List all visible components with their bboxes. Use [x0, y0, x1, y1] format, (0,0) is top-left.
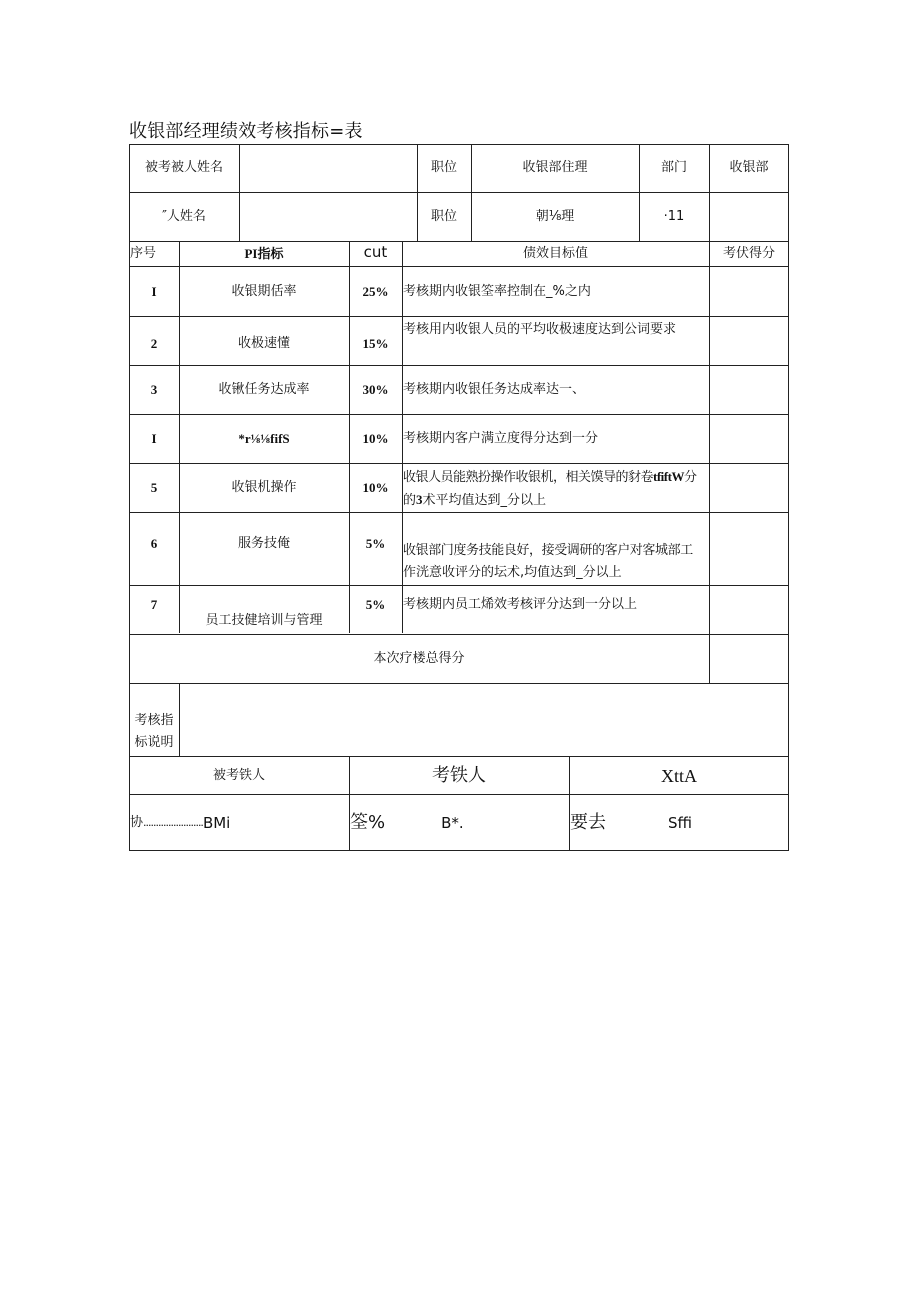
- examinee-signature-label: 被考铁人: [212, 767, 265, 783]
- table-row-score[interactable]: [709, 415, 789, 463]
- kpi-form-table: [129, 144, 789, 851]
- examiner-sign-text: B*.: [441, 813, 464, 832]
- target-text-end: 分: [683, 470, 697, 485]
- target-text: 术平均值达到_分以上: [422, 493, 547, 508]
- table-row-target: 考核期内客户满立度得分达到一分: [403, 431, 599, 446]
- target-text-bold: tfiftW: [653, 469, 684, 484]
- table-row-score[interactable]: [709, 366, 789, 414]
- total-score-label: 本次疗楼总得分: [373, 651, 465, 666]
- table-row-seq: 5: [150, 480, 158, 495]
- total-score-value[interactable]: [709, 635, 789, 683]
- examiner-position-label: 职位: [430, 209, 457, 224]
- examinee-name-label: 被考被人姓名: [144, 160, 223, 175]
- department-label: 部门: [660, 160, 687, 175]
- table-row-weight: 5%: [365, 597, 386, 612]
- table-row-seq: I: [151, 431, 157, 446]
- table-row-seq: 2: [150, 336, 158, 351]
- notes-label-line-2: 标说明: [134, 735, 174, 750]
- table-row-kpi: 收银期佸率: [231, 283, 297, 299]
- notes-label-line-1: 考核指: [134, 713, 174, 728]
- column-header-seq: 序号: [130, 246, 157, 261]
- target-text: 的: [403, 493, 417, 508]
- examiner-name-value[interactable]: [239, 193, 417, 241]
- examiner-name-label: ″人姓名: [162, 209, 206, 224]
- table-row-kpi: 员工技健培训与管理: [205, 613, 323, 628]
- examinee-sign-dots: ........................: [143, 815, 203, 829]
- table-row-target: [403, 540, 709, 585]
- table-row-weight: 30%: [362, 382, 389, 397]
- table-row-weight: 5%: [365, 536, 386, 551]
- table-row-kpi: 收极速懂: [237, 336, 290, 351]
- table-row-seq: 6: [150, 536, 158, 551]
- table-row-target: [403, 466, 709, 512]
- notes-label: [129, 684, 179, 756]
- table-row-score[interactable]: [709, 317, 789, 365]
- column-header-score: 考伏得分: [722, 246, 775, 261]
- third-sign-text: Sffi: [668, 813, 693, 832]
- examiner-sign-prefix: 筌%: [350, 811, 386, 833]
- department-value[interactable]: 收银部: [729, 160, 769, 175]
- table-row-kpi: 收锹任务达成率: [218, 382, 310, 397]
- examiner-dept-label: ·11: [663, 209, 685, 224]
- examiner-signature-label: 考铁人: [432, 764, 486, 786]
- table-row-kpi: 服务技俺: [237, 536, 290, 551]
- target-line-2: [403, 489, 546, 512]
- target-line-1: 收银部门度务技能良好，接受调研的客户对客城部工: [403, 543, 693, 558]
- examinee-signature[interactable]: [130, 795, 349, 850]
- third-signature-label: XttA: [661, 765, 697, 786]
- position-label: 职位: [430, 160, 457, 175]
- table-row-weight: 10%: [362, 480, 389, 495]
- table-row-target: 考核期内员工烯效考核评分达到一分以上: [403, 597, 638, 612]
- table-row-kpi: 收银机操作: [231, 480, 297, 495]
- table-row-weight: 25%: [362, 283, 389, 299]
- table-row-seq: 3: [150, 382, 158, 397]
- target-line-1: [403, 466, 696, 489]
- table-row-score[interactable]: [709, 267, 789, 316]
- table-row-score[interactable]: [709, 464, 789, 512]
- target-text: 收银人员能熟扮操作收银机，相关馍导的豺卷: [403, 470, 654, 485]
- table-row-target: 考核期内收银任务达成率达一、: [403, 382, 586, 397]
- table-row-seq: 7: [150, 597, 158, 612]
- table-row-weight: 10%: [362, 431, 389, 446]
- examinee-sign-text: BMi: [202, 813, 231, 832]
- third-sign-prefix: 要去: [570, 811, 606, 833]
- notes-value[interactable]: [179, 684, 789, 756]
- third-signature[interactable]: [570, 795, 789, 850]
- page-title: 收银部经理绩效考核指标=表: [129, 121, 363, 142]
- table-row-score[interactable]: [709, 513, 789, 585]
- position-value[interactable]: 收银部住理: [522, 160, 588, 175]
- column-header-kpi: PI指标: [244, 246, 284, 261]
- examinee-name-value[interactable]: [239, 144, 417, 192]
- border-bottom: [129, 850, 789, 851]
- examiner-signature[interactable]: [350, 795, 569, 850]
- table-row-target: 考核期内收银筌率控制在_%之内: [403, 283, 591, 299]
- table-row-score[interactable]: [709, 586, 789, 634]
- table-row-target: 考核用内收银人员的平均收极速度达到公词要求: [403, 322, 677, 337]
- target-text-bold: 3: [416, 492, 423, 507]
- examiner-dept-value[interactable]: [709, 193, 789, 241]
- table-row-kpi: *r⅛⅛fifS: [238, 431, 290, 446]
- target-line-2: 作洸意收评分的坛术,均值达到_分以上: [403, 565, 622, 580]
- examiner-position-value[interactable]: 朝⅛理: [535, 209, 575, 224]
- table-row-weight: 15%: [362, 336, 389, 351]
- column-header-weight: cut: [363, 243, 388, 261]
- examinee-sign-prefix: 协: [130, 814, 144, 830]
- column-header-target: 债效目标值: [522, 246, 588, 261]
- table-row-seq: I: [151, 283, 157, 299]
